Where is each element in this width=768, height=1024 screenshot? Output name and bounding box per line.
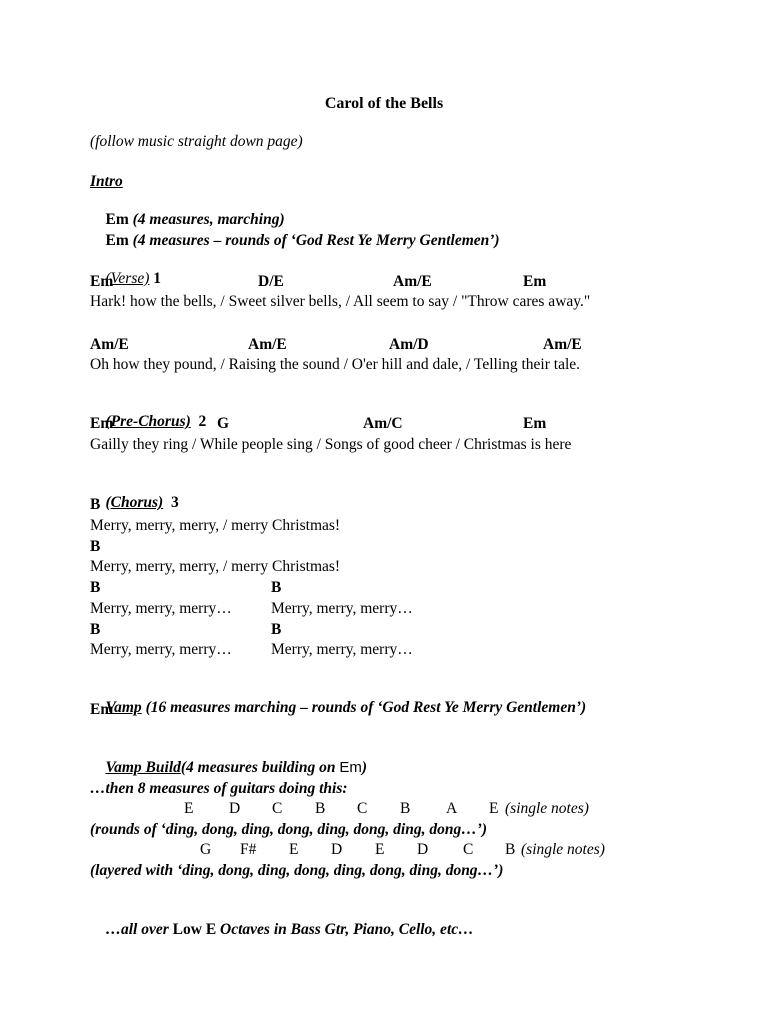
vamp-build-note-prefix: (4 measures building on (180, 759, 336, 776)
song-title: Carol of the Bells (324, 95, 444, 112)
verse-chord: Am/D (389, 336, 429, 353)
intro-note-1: (4 measures, marching) (132, 211, 285, 228)
prechorus-number: 2 (198, 413, 207, 430)
verse-lyric-1: Hark! how the bells, / Sweet silver bells, / All seem to say / "Throw cares away." (90, 293, 591, 310)
single-notes-label: (single notes) (521, 841, 605, 858)
guitar-note: B (315, 800, 326, 817)
guitar-note: D (331, 841, 343, 858)
chorus-lyric: Merry, merry, merry, / merry Christmas! (90, 558, 341, 575)
chorus-lyric: Merry, merry, merry, / merry Christmas! (90, 517, 341, 534)
outro-suffix: Octaves in Bass Gtr, Piano, Cello, etc… (220, 921, 474, 938)
intro-heading: Intro (90, 173, 123, 190)
guitar-note: B (400, 800, 411, 817)
vamp-build-heading: Vamp Build (105, 759, 181, 776)
prechorus-chord: Em (90, 415, 114, 432)
outro-line (90, 903, 474, 957)
intro-chord-2: Em (105, 232, 129, 249)
guitar-note: E (375, 841, 385, 858)
guitar-note: C (357, 800, 368, 817)
single-notes-label: (single notes) (505, 800, 589, 817)
vamp-line (90, 681, 586, 735)
verse-chord: D/E (258, 273, 284, 290)
chorus-lyric: Merry, merry, merry… (90, 641, 232, 658)
vamp-build-note-suffix: ) (361, 759, 368, 776)
guitar-note: A (446, 800, 458, 817)
rounds-line: (rounds of ‘ding, dong, ding, dong, ding, dong, ding, dong…’) (90, 821, 488, 838)
guitar-note: C (272, 800, 283, 817)
guitar-note: E (289, 841, 299, 858)
verse-chord: Am/E (393, 273, 432, 290)
verse-chord: Am/E (90, 336, 129, 353)
intro-chord-1: Em (105, 211, 129, 228)
verse-number: 1 (153, 270, 162, 287)
verse-lyric-2: Oh how they pound, / Raising the sound / O'er hill and dale, / Telling their tale. (90, 356, 581, 373)
vamp-build-chord: Em (339, 759, 362, 776)
chorus-chord: B (271, 579, 282, 596)
prechorus-chord: Em (523, 415, 547, 432)
prechorus-chord: G (217, 415, 230, 432)
guitar-note: B (505, 841, 516, 858)
guitar-note: E (489, 800, 499, 817)
verse-chord: Am/E (543, 336, 582, 353)
chorus-lyric: Merry, merry, merry… (271, 641, 413, 658)
vamp-heading: Vamp (105, 699, 142, 716)
verse-chord: Am/E (248, 336, 287, 353)
chorus-chord: B (90, 538, 101, 555)
chorus-lyric: Merry, merry, merry… (271, 600, 413, 617)
chorus-chord: B (90, 621, 101, 638)
guitar-note: D (229, 800, 241, 817)
chorus-label: (Chorus) (105, 494, 164, 511)
guitar-note: D (417, 841, 429, 858)
prechorus-label: (Pre-Chorus) (105, 413, 191, 430)
vamp-chord: Em (90, 701, 114, 718)
outro-bass: Low E (172, 921, 217, 938)
vamp-note: (16 measures marching – rounds of ‘God Rest Ye Merry Gentlemen’) (145, 699, 587, 716)
guitars-intro: …then 8 measures of guitars doing this: (90, 780, 348, 797)
guitar-note: C (463, 841, 474, 858)
guitar-note: G (200, 841, 212, 858)
intro-note-2: (4 measures – rounds of ‘God Rest Ye Merry Gentlemen’) (132, 232, 500, 249)
verse-chord: Em (90, 273, 114, 290)
verse-label: (Verse) (105, 270, 150, 287)
subtitle: (follow music straight down page) (90, 133, 303, 150)
chorus-lyric: Merry, merry, merry… (90, 600, 232, 617)
chorus-chord: B (90, 496, 101, 513)
outro-prefix: …all over (105, 921, 169, 938)
guitar-note: F# (240, 841, 257, 858)
chorus-chord: B (90, 579, 101, 596)
layered-line: (layered with ‘ding, dong, ding, dong, ding, dong, ding, dong…’) (90, 862, 504, 879)
prechorus-chord: Am/C (363, 415, 403, 432)
chorus-number: 3 (170, 494, 179, 511)
verse-chord: Em (523, 273, 547, 290)
guitar-note: E (184, 800, 194, 817)
chorus-chord: B (271, 621, 282, 638)
prechorus-lyric: Gailly they ring / While people sing / Songs of good cheer / Christmas is here (90, 436, 572, 453)
